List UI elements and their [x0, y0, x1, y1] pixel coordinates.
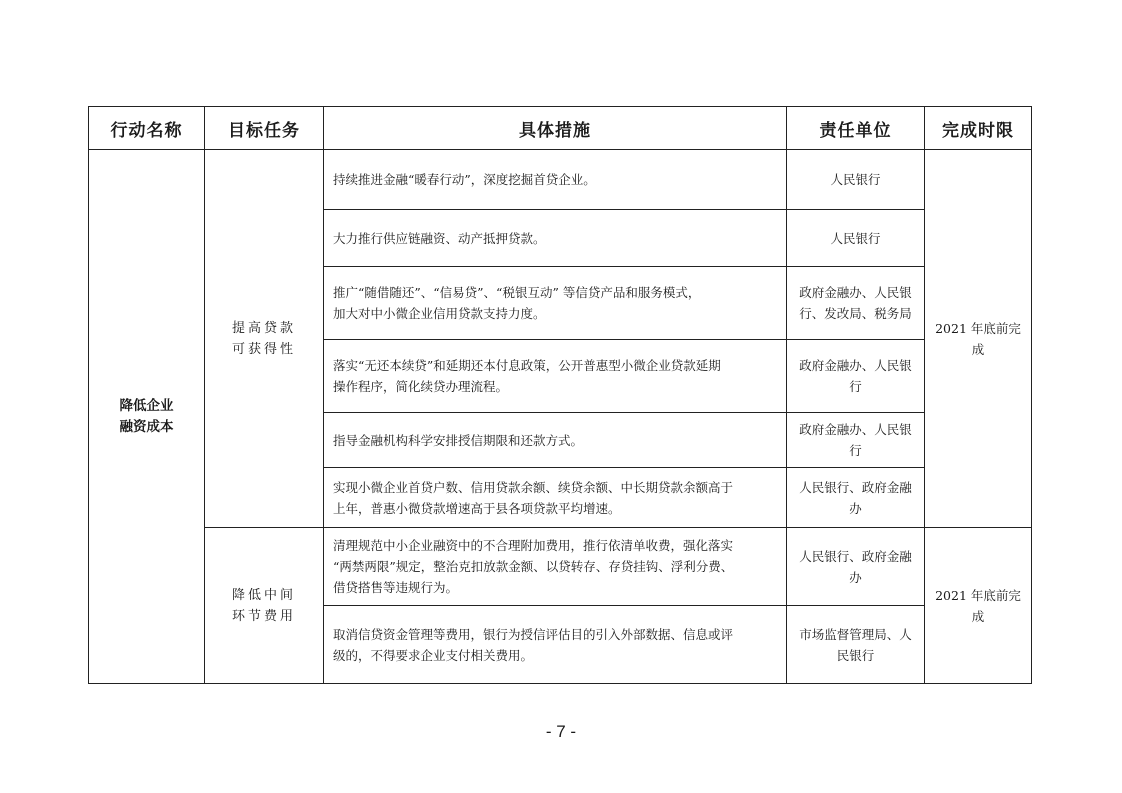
deadline-cell [925, 150, 1032, 528]
measure-cell [324, 413, 787, 468]
deadline-line: 2021 年底前完 [935, 320, 1021, 336]
responsible-unit-cell [787, 340, 925, 413]
measure-cell [324, 340, 787, 413]
target-task-line: 降低中间 [231, 587, 296, 603]
unit-line: 行 [849, 443, 862, 458]
action-name-line: 融资成本 [119, 418, 174, 435]
unit-line: 人民银行 [830, 230, 881, 246]
responsible-unit-cell [787, 528, 925, 606]
header-deadline: 完成时限 [925, 107, 1032, 150]
measure-line: 推广“随借随还”、“信易贷”、“税银互动” 等信贷产品和服务模式， [333, 285, 701, 300]
action-name-line: 降低企业 [119, 397, 174, 414]
measure-line: “两禁两限”规定，整治克扣放款金额、以贷转存、存贷挂钩、浮利分费、 [333, 559, 734, 574]
measure-line: 级的，不得要求企业支付相关费用。 [333, 647, 534, 663]
unit-line: 政府金融办、人民银 [799, 422, 912, 437]
unit-line: 人民银行、政府金融 [799, 479, 912, 495]
unit-line: 办 [849, 500, 862, 516]
target-task-line: 环节费用 [231, 608, 296, 624]
measure-line: 清理规范中小企业融资中的不合理附加费用，推行依清单收费，强化落实 [333, 538, 734, 553]
target-task-line: 提高贷款 [231, 320, 296, 336]
deadline-line: 成 [971, 608, 985, 624]
responsible-unit-cell [787, 413, 925, 468]
responsible-unit-cell [787, 210, 925, 267]
header-action-name: 行动名称 [89, 107, 205, 150]
action-name-cell [89, 150, 205, 684]
responsible-unit-cell [787, 606, 925, 684]
target-task-line: 可获得性 [231, 341, 296, 357]
responsible-unit-cell [787, 267, 925, 340]
measure-line: 实现小微企业首贷户数、信用贷款余额、续贷余额、中长期贷款余额高于 [333, 479, 734, 495]
measure-cell [324, 267, 787, 340]
deadline-line: 2021 年底前完 [935, 587, 1021, 603]
table-row [89, 150, 1032, 210]
target-task-cell [205, 150, 324, 528]
header-measures: 具体措施 [324, 107, 787, 150]
table-row [89, 528, 1032, 606]
header-target-task: 目标任务 [205, 107, 324, 150]
measure-line: 上年，普惠小微贷款增速高于县各项贷款平均增速。 [333, 500, 621, 516]
measure-cell [324, 606, 787, 684]
unit-line: 政府金融办、人民银 [799, 358, 912, 373]
measure-line: 持续推进金融“暖春行动”，深度挖掘首贷企业。 [333, 172, 596, 187]
measure-cell [324, 150, 787, 210]
measure-cell [324, 528, 787, 606]
unit-line: 人民银行、政府金融 [799, 548, 912, 564]
measure-cell [324, 468, 787, 528]
deadline-cell [925, 528, 1032, 684]
measure-line: 落实“无还本续贷”和延期还本付息政策，公开普惠型小微企业贷款延期 [333, 358, 721, 373]
unit-line: 行、发改局、税务局 [799, 306, 912, 321]
header-row [89, 107, 1032, 150]
deadline-line: 成 [971, 341, 985, 357]
target-task-cell [205, 528, 324, 684]
measure-cell [324, 210, 787, 267]
unit-line: 行 [849, 379, 862, 394]
unit-line: 政府金融办、人民银 [799, 285, 912, 300]
measure-line: 操作程序，简化续贷办理流程。 [333, 379, 509, 394]
measure-line: 加大对中小微企业信用贷款支持力度。 [333, 306, 546, 321]
unit-line: 人民银行 [830, 172, 881, 187]
unit-line: 民银行 [836, 647, 875, 663]
measure-line: 指导金融机构科学安排授信期限和还款方式。 [333, 432, 584, 448]
unit-line: 市场监督管理局、人 [799, 626, 912, 642]
measure-line: 大力推行供应链融资、动产抵押贷款。 [333, 230, 546, 246]
measure-line: 借贷搭售等违规行为。 [333, 580, 459, 595]
policy-table [88, 106, 1032, 684]
responsible-unit-cell [787, 468, 925, 528]
page-number: - 7 - [545, 722, 577, 741]
header-responsible-unit: 责任单位 [787, 107, 925, 150]
measure-line: 取消信贷资金管理等费用，银行为授信评估目的引入外部数据、信息或评 [333, 626, 734, 642]
unit-line: 办 [849, 569, 862, 585]
responsible-unit-cell [787, 150, 925, 210]
